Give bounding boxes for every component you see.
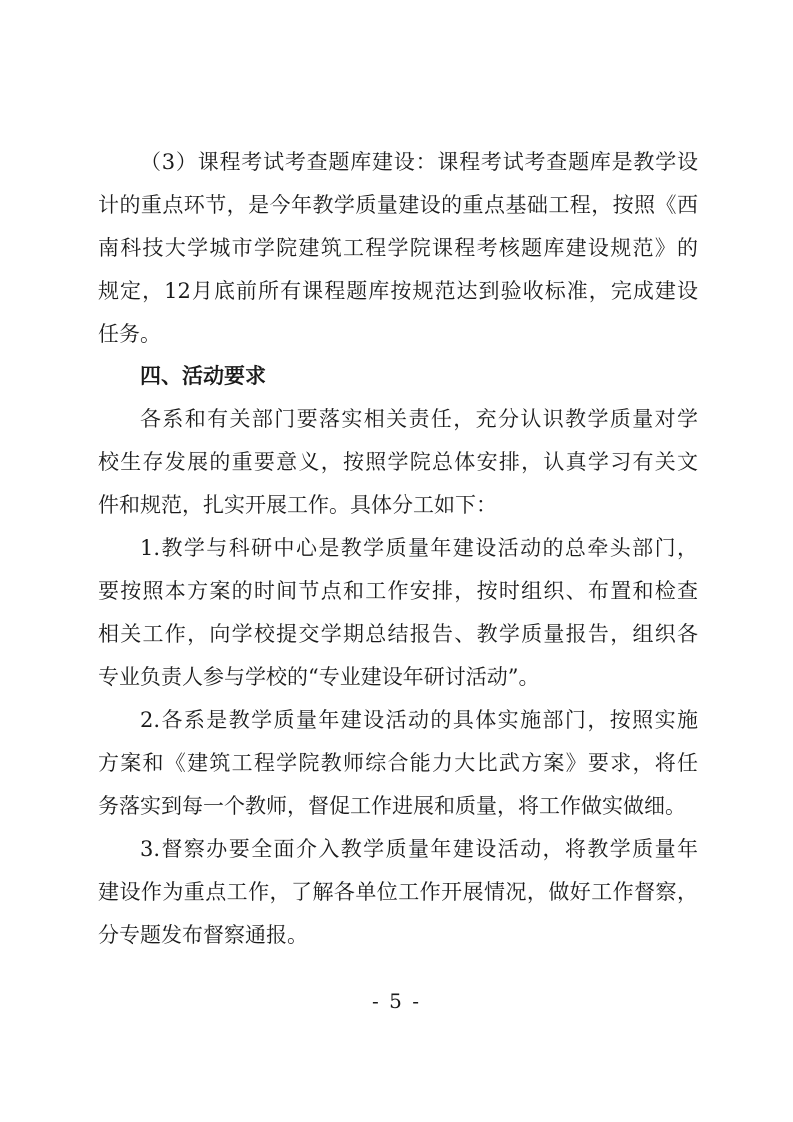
item-1-line-2: 要按照本方案的时间节点和工作安排，按时组织、布置和检查 (98, 579, 698, 603)
item-1-line-4: 专业负责人参与学校的“专业建设年研讨活动”。 (98, 665, 540, 689)
paragraph-course-bank-line-3: 南科技大学城市学院建筑工程学院课程考核题库建设规范》的 (98, 236, 698, 260)
paragraph-course-bank-line-1: （3）课程考试考查题库建设：课程考试考查题库是教学设 (140, 150, 698, 174)
item-2-line-3: 务落实到每一个教师，督促工作进展和质量，将工作做实做细。 (98, 794, 686, 818)
section-heading: 四、活动要求 (140, 364, 266, 388)
item-2-line-1: 2.各系是教学质量年建设活动的具体实施部门，按照实施 (140, 708, 698, 732)
paragraph-course-bank-line-4: 规定，12月底前所有课程题库按规范达到验收标准，完成建设 (98, 279, 698, 303)
item-3-line-1: 3.督察办要全面介入教学质量年建设活动，将教学质量年 (140, 837, 698, 861)
paragraph-intro-line-2: 校生存发展的重要意义，按照学院总体安排，认真学习有关文 (98, 450, 698, 474)
paragraph-course-bank-line-2: 计的重点环节，是今年教学质量建设的重点基础工程，按照《西 (98, 193, 698, 217)
item-3-line-2: 建设作为重点工作，了解各单位工作开展情况，做好工作督察， (98, 880, 698, 904)
item-1-line-1: 1.教学与科研中心是教学质量年建设活动的总牵头部门， (140, 536, 698, 560)
item-3-line-3: 分专题发布督察通报。 (98, 923, 308, 947)
item-2-line-2: 方案和《建筑工程学院教师综合能力大比武方案》要求，将任 (98, 751, 698, 775)
paragraph-intro-line-1: 各系和有关部门要落实相关责任，充分认识教学质量对学 (140, 407, 698, 431)
page-number: - 5 - (372, 989, 421, 1013)
item-1-line-3: 相关工作，向学校提交学期总结报告、教学质量报告，组织各 (98, 622, 698, 646)
paragraph-intro-line-3: 件和规范，扎实开展工作。具体分工如下： (98, 493, 497, 517)
paragraph-course-bank-line-5: 任务。 (98, 322, 161, 346)
